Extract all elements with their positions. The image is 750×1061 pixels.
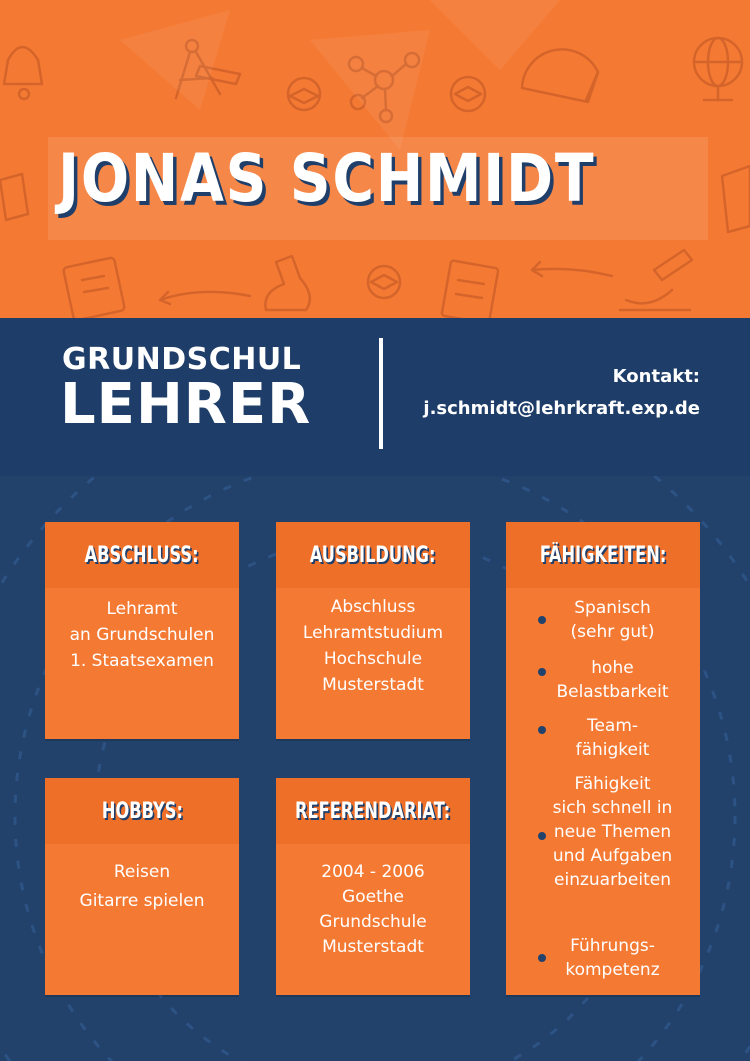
documents-icon (442, 260, 499, 318)
skill-line: Spanisch (574, 598, 651, 618)
protractor-icon (522, 49, 598, 102)
paper-icon (0, 174, 28, 220)
bullet-icon (538, 616, 546, 624)
card-title: HOBBYS: (101, 798, 183, 824)
card-header (45, 778, 239, 844)
arrow-icon (532, 262, 612, 276)
skill-item (506, 934, 699, 982)
skill-item (506, 714, 699, 762)
skill-item (506, 596, 699, 644)
skill-line: und Aufgaben (552, 846, 673, 866)
card-line: Musterstadt (322, 937, 424, 957)
bullet-icon (538, 954, 546, 962)
person-name: JONAS SCHMIDT (58, 140, 596, 217)
skill-line: Team- (586, 716, 639, 736)
skill-line: neue Themen (553, 822, 672, 842)
skill-line: Führungs- (570, 936, 655, 956)
card-header (276, 522, 470, 588)
card-faehigkeiten (506, 522, 700, 995)
skill-line: kompetenz (565, 960, 660, 980)
job-title-line2: LEHRER (60, 372, 312, 437)
card-line: Lehramtstudium (302, 623, 444, 643)
skill-line: einzuarbeiten (554, 870, 671, 890)
graduation-cap-icon (288, 78, 320, 110)
card-referendariat (276, 778, 470, 995)
graduation-cap-icon (368, 266, 400, 298)
bell-icon (4, 47, 42, 99)
globe-icon (694, 38, 742, 100)
skill-line: (sehr gut) (570, 622, 655, 642)
card-header (506, 522, 700, 588)
card-line: Abschluss (330, 597, 416, 617)
bullet-icon (538, 832, 546, 840)
card-body (276, 588, 470, 698)
card-line: Reisen (113, 862, 171, 882)
skill-line: hohe (591, 658, 634, 678)
card-line: an Grundschulen (69, 625, 215, 645)
skill-line: Fähigkeit (574, 774, 651, 794)
graduation-cap-icon (451, 77, 485, 111)
card-hobbys (45, 778, 239, 995)
skill-line: Belastbarkeit (556, 682, 669, 702)
microscope-icon (620, 250, 692, 310)
clipboard-icon (63, 257, 125, 318)
skill-line: fähigkeit (575, 740, 650, 760)
job-title-line1: GRUNDSCHUL (62, 342, 302, 377)
flask-icon (265, 256, 309, 310)
skill-line: sich schnell in (552, 798, 673, 818)
card-line: Gitarre spielen (79, 891, 205, 911)
contact-email[interactable]: j.schmidt@lehrkraft.exp.de (423, 398, 700, 419)
card-line: Musterstadt (322, 675, 424, 695)
bullet-icon (538, 726, 546, 734)
card-title: ABSCHLUSS: (84, 542, 200, 568)
card-abschluss (45, 522, 239, 739)
header-banner (0, 0, 750, 318)
card-ausbildung (276, 522, 470, 739)
card-title: REFERENDARIAT: (295, 798, 451, 824)
skill-item (506, 656, 699, 704)
card-body (276, 844, 470, 960)
contact-label: Kontakt: (612, 366, 700, 387)
paper-icon (722, 166, 750, 232)
card-line: Goethe (342, 887, 404, 907)
card-title: FÄHIGKEITEN: (539, 542, 667, 568)
bullet-icon (538, 668, 546, 676)
card-body (45, 844, 239, 916)
skill-item (506, 772, 699, 892)
card-line: Hochschule (323, 649, 423, 669)
card-body (45, 588, 239, 674)
vertical-divider (379, 338, 383, 449)
card-line: Lehramt (106, 599, 178, 619)
arrow-icon (160, 292, 250, 304)
card-header (45, 522, 239, 588)
card-line: Grundschule (319, 912, 427, 932)
card-line: 2004 - 2006 (321, 862, 425, 882)
card-line: 1. Staatsexamen (70, 651, 214, 671)
card-title: AUSBILDUNG: (310, 542, 436, 568)
card-header (276, 778, 470, 844)
